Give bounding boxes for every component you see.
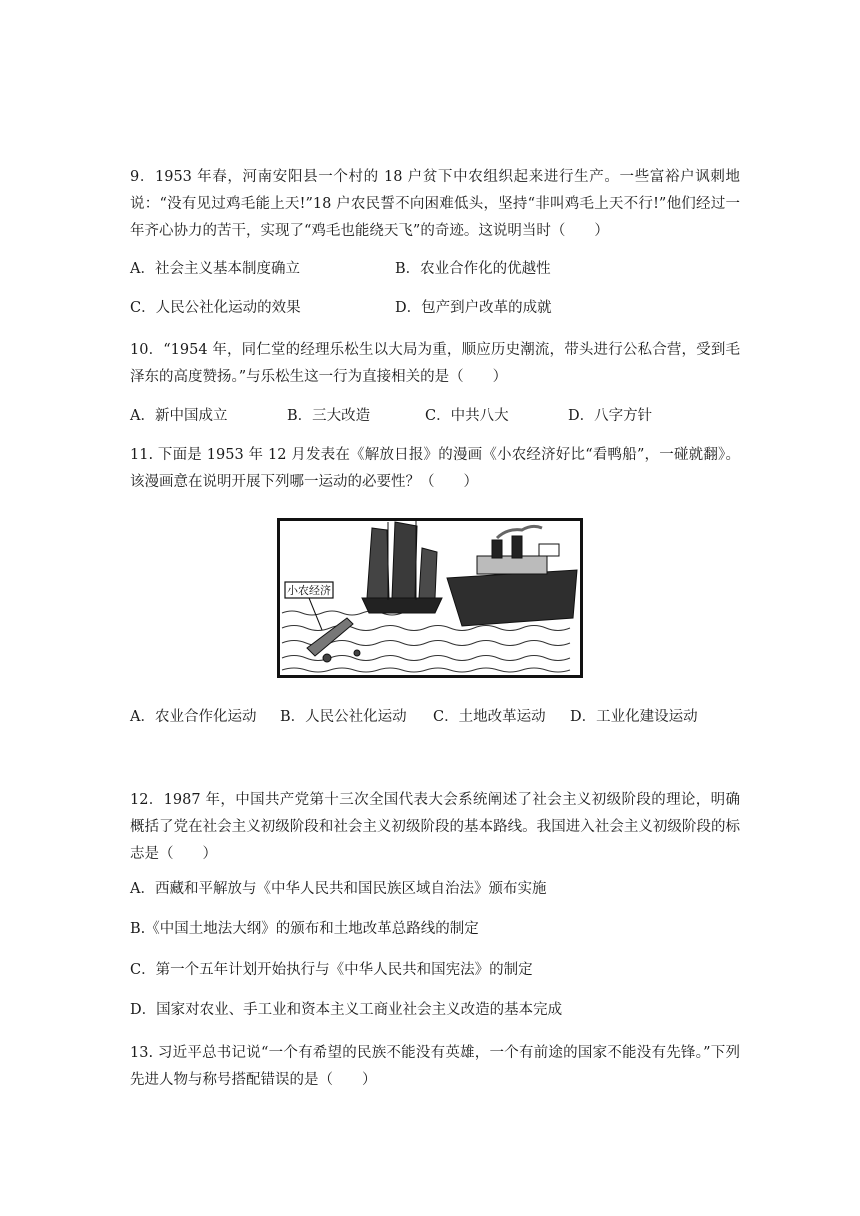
q11-option-a[interactable]: A．农业合作化运动 [130, 709, 257, 725]
q12-option-b[interactable]: B.《中国土地法大纲》的颁布和土地改革总路线的制定 [130, 921, 479, 937]
q9-option-b[interactable]: B．农业合作化的优越性 [395, 261, 551, 277]
question-13 [130, 1040, 740, 1094]
q12-option-d[interactable]: D．国家对农业、手工业和资本主义工商业社会主义改造的基本完成 [130, 1002, 563, 1018]
cartoon-label: 小农经济 [287, 584, 331, 597]
question-10-stem: 10．“1954 年，同仁堂的经理乐松生以大局为重，顺应历史潮流，带头进行公私合营，受到毛泽东的高度赞扬。”与乐松生这一行为直接相关的是（ ） [130, 342, 740, 385]
q11-option-c[interactable]: C．土地改革运动 [433, 709, 546, 725]
q10-option-b[interactable]: B．三大改造 [287, 408, 371, 424]
question-11-stem: 11. 下面是 1953 年 12 月发表在《解放日报》的漫画《小农经济好比“看鸭船”，一碰就翻》。该漫画意在说明开展下列哪一运动的必要性？（ ） [130, 447, 740, 490]
q10-option-a[interactable]: A．新中国成立 [130, 408, 228, 424]
q11-option-d[interactable]: D．工业化建设运动 [570, 709, 698, 725]
q12-option-c[interactable]: C．第一个五年计划开始执行与《中华人民共和国宪法》的制定 [130, 962, 533, 978]
question-12 [130, 787, 740, 868]
question-13-stem: 13. 习近平总书记说“一个有希望的民族不能没有英雄，一个有前途的国家不能没有先锋。”下列先进人物与称号搭配错误的是（ ） [130, 1045, 740, 1088]
question-10 [130, 337, 740, 391]
q10-option-d[interactable]: D．八字方针 [568, 408, 653, 424]
question-9 [130, 164, 740, 245]
question-11 [130, 442, 740, 496]
q9-option-d[interactable]: D．包产到户改革的成就 [395, 300, 552, 316]
q10-option-c[interactable]: C．中共八大 [425, 408, 509, 424]
q9-option-a[interactable]: A．社会主义基本制度确立 [130, 261, 300, 277]
question-12-stem: 12．1987 年，中国共产党第十三次全国代表大会系统阐述了社会主义初级阶段的理论，明确概括了党在社会主义初级阶段和社会主义初级阶段的基本路线。我国进入社会主义初级阶段的标志是（ ） [130, 792, 740, 862]
q9-option-c[interactable]: C．人民公社化运动的效果 [130, 300, 301, 316]
cartoon-illustration [277, 518, 583, 678]
question-9-stem: 9．1953 年春，河南安阳县一个村的 18 户贫下中农组织起来进行生产。一些富裕户讽刺地说：“没有见过鸡毛能上天!”18 户农民誓不向困难低头，坚持“非叫鸡毛上天不行!”他们经过一年齐心协力的苦干，实现了“鸡毛也能绕天飞”的奇迹。这说明当时（ ） [130, 169, 740, 239]
q11-option-b[interactable]: B．人民公社化运动 [280, 709, 407, 725]
q12-option-a[interactable]: A．西藏和平解放与《中华人民共和国民族区域自治法》颁布实施 [130, 881, 547, 897]
